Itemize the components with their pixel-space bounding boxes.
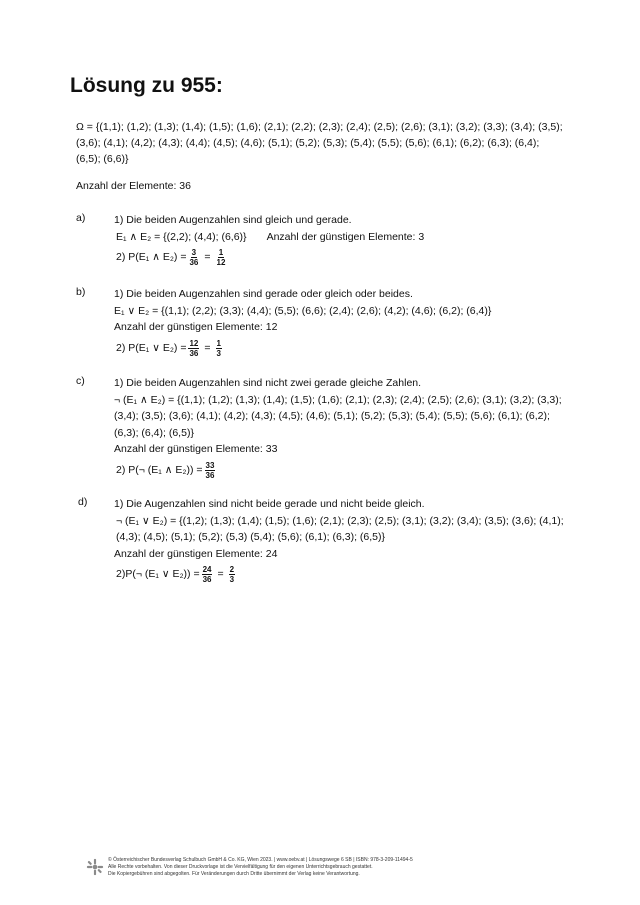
task-text: 1) Die beiden Augenzahlen sind gerade oder gleich oder beides.	[114, 288, 413, 300]
fraction: $\frac{3}{36}$	[189, 248, 199, 267]
probability	[114, 248, 576, 267]
copyright-footer	[108, 857, 413, 878]
publisher-logo-icon	[86, 858, 104, 876]
task-text: 1) Die beiden Augenzahlen sind gleich und gerade.	[114, 214, 352, 226]
sample-space: Ω = {(1,1); (1,2); (1,3); (1,4); (1,5); (1,6); (2,1); (2,2); (2,3); (2,4); (2,5); (2,6); (3,1); (3,2); (3,3); (3,4); (3,5); (3,6); (4,1); (4,2); (4,3); (4,4); (4,5); (4,6); (5,1); (5,2); (5,3); (5,4); (5,5); (5,6); (6,1); (6,2); (6,3); (6,4); (6,5); (6,6)}	[76, 121, 563, 165]
event-set: E₁ ∧ E₂ = {(2,2); (4,4); (6,6)}	[116, 230, 247, 243]
footer-line: Die Kopiergebühren sind abgegolten. Für Veränderungen durch Dritte übernimmt der Verlag keine Verantwortung.	[108, 871, 360, 877]
favorable-count: Anzahl der günstigen Elemente: 12	[114, 321, 278, 333]
fraction: $\frac{1}{3}$	[216, 338, 221, 358]
equals-sign: =	[217, 568, 224, 581]
probability	[114, 565, 576, 584]
event-set: E₁ ∨ E₂ = {(1,1); (2,2); (3,3); (4,4); (5,5); (6,6); (2,4); (2,6); (4,2); (4,6); (6,2); (6,4)}	[114, 304, 492, 317]
section-label: a)	[76, 212, 86, 224]
fraction: $\frac{12}{36}$	[189, 338, 199, 358]
section-label: c)	[76, 375, 85, 387]
probability	[114, 339, 576, 358]
probability-label: 2) P(E₁ ∧ E₂) =	[116, 251, 187, 264]
favorable-count: Anzahl der günstigen Elemente: 24	[114, 547, 278, 560]
section-label: b)	[76, 286, 86, 298]
favorable-count: Anzahl der günstigen Elemente: 3	[266, 230, 425, 243]
element-count: Anzahl der Elemente: 36	[76, 180, 191, 192]
probability-label: 2)P(¬ (E₁ ∨ E₂)) =	[116, 568, 200, 581]
probability-label: 2) P(¬ (E₁ ∧ E₂)) =	[116, 463, 203, 476]
footer-line: © Österreichischer Bundesverlag Schulbuch GmbH & Co. KG, Wien 2023. | www.oebv.at | Lösungswege 6 SB | ISBN: 978-3-209-11494-5	[108, 857, 413, 863]
probability-label: 2) P(E₁ ∨ E₂) =	[116, 341, 187, 354]
task-text: 1) Die beiden Augenzahlen sind nicht zwei gerade gleiche Zahlen.	[114, 377, 422, 389]
fraction: $\frac{1}{12}$	[216, 248, 226, 267]
page-title: Lösung zu 955:	[70, 74, 223, 97]
event-set: ¬ (E₁ ∨ E₂) = {(1,2); (1,3); (1,4); (1,5); (1,6); (2,1); (2,3); (2,5); (3,1); (3,2); (3,4); (3,5); (3,6); (4,1); (4,3); (4,5); (5,1); (5,2); (5,3) (5,4); (5,6); (6,1); (6,3); (6,5)}	[116, 514, 564, 543]
favorable-count: Anzahl der günstigen Elemente: 33	[114, 443, 278, 455]
equals-sign: =	[204, 251, 211, 264]
fraction: $\frac{24}{36}$	[202, 565, 212, 584]
section-label: d)	[78, 496, 88, 508]
fraction: $\frac{33}{36}$	[205, 460, 215, 480]
equals-sign: =	[204, 341, 211, 354]
task-text: 1) Die Augenzahlen sind nicht beide gerade und nicht beide gleich.	[114, 498, 425, 510]
fraction: $\frac{2}{3}$	[229, 565, 235, 584]
probability	[114, 461, 576, 480]
footer-line: Alle Rechte vorbehalten. Von dieser Druckvorlage ist die Vervielfältigung für den eigenen Unterrichtsgebrauch gestattet.	[108, 864, 373, 870]
event-set: ¬ (E₁ ∧ E₂) = {(1,1); (1,2); (1,3); (1,4); (1,5); (1,6); (2,1); (2,3); (2,4); (2,5); (2,6); (3,1); (3,2); (3,3); (3,4); (3,5); (3,6); (4,1); (4,2); (4,3); (4,5); (4,6); (5,1); (5,2); (5,3); (5,4); (5,5); (5,6); (6,1); (6,2); (6,3); (6,4); (6,5)}	[114, 393, 562, 439]
